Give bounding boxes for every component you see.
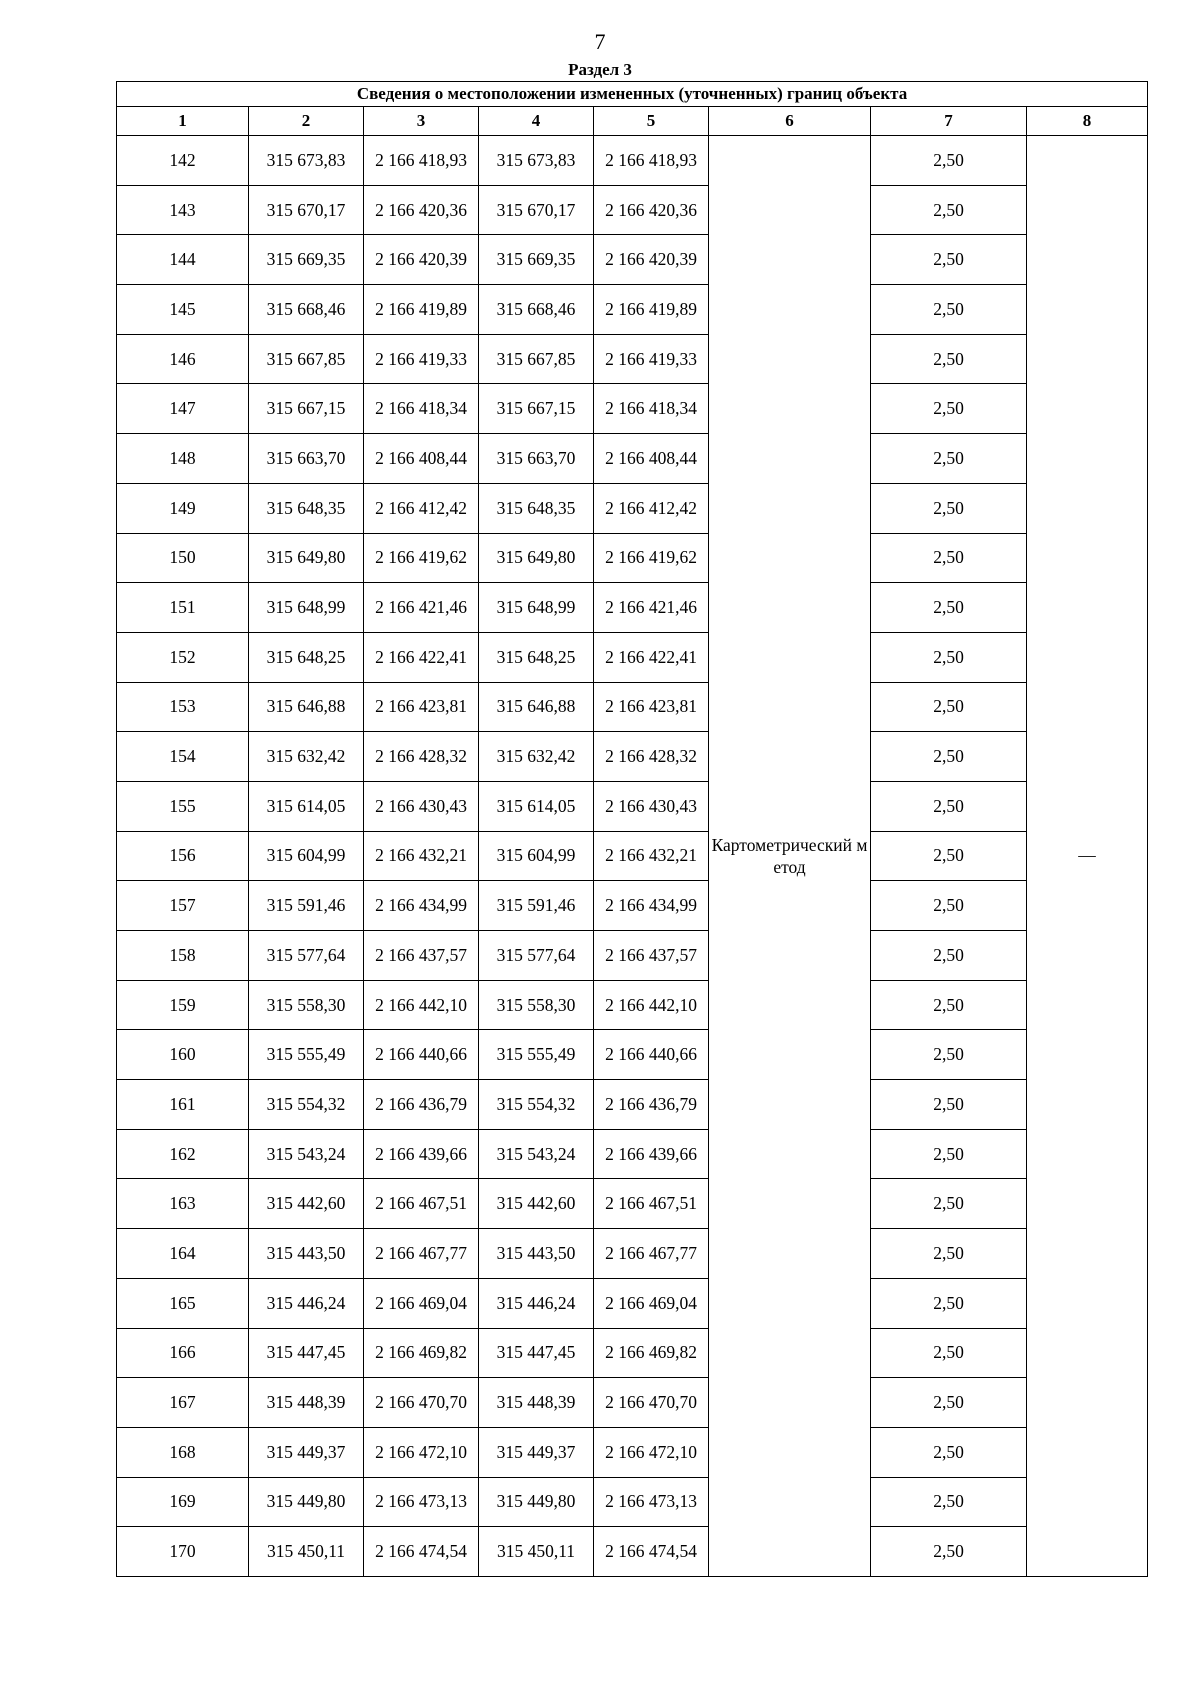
table-row (117, 235, 1148, 285)
x-new-cell: 315 648,99 (479, 583, 594, 633)
page-number: 7 (594, 29, 606, 54)
accuracy-cell: 2,50 (871, 732, 1027, 782)
y-old-cell: 2 166 442,10 (364, 980, 479, 1030)
x-old-cell: 315 670,17 (249, 185, 364, 235)
y-new-cell: 2 166 432,21 (594, 831, 709, 881)
point-number-cell: 154 (117, 732, 249, 782)
y-new-cell: 2 166 412,42 (594, 483, 709, 533)
accuracy-cell: 2,50 (871, 1527, 1027, 1577)
x-new-cell: 315 648,25 (479, 632, 594, 682)
table-row (117, 732, 1148, 782)
y-new-cell: 2 166 408,44 (594, 434, 709, 484)
x-new-cell: 315 558,30 (479, 980, 594, 1030)
point-number-cell: 169 (117, 1477, 249, 1527)
accuracy-cell: 2,50 (871, 384, 1027, 434)
accuracy-cell: 2,50 (871, 632, 1027, 682)
x-new-cell: 315 577,64 (479, 931, 594, 981)
y-new-cell: 2 166 419,62 (594, 533, 709, 583)
x-new-cell: 315 632,42 (479, 732, 594, 782)
coordinates-table (116, 81, 1148, 1577)
section-title: Раздел 3 (568, 60, 632, 79)
y-old-cell: 2 166 439,66 (364, 1129, 479, 1179)
accuracy-cell: 2,50 (871, 1427, 1027, 1477)
table-row (117, 1179, 1148, 1229)
method-cell: Картометрический метод (709, 136, 871, 1577)
point-number-cell: 168 (117, 1427, 249, 1477)
column-header-6: 6 (709, 107, 871, 136)
accuracy-cell: 2,50 (871, 1328, 1027, 1378)
accuracy-cell: 2,50 (871, 881, 1027, 931)
x-old-cell: 315 447,45 (249, 1328, 364, 1378)
x-new-cell: 315 447,45 (479, 1328, 594, 1378)
accuracy-cell: 2,50 (871, 931, 1027, 981)
x-old-cell: 315 646,88 (249, 682, 364, 732)
x-old-cell: 315 449,80 (249, 1477, 364, 1527)
accuracy-cell: 2,50 (871, 434, 1027, 484)
x-old-cell: 315 667,85 (249, 334, 364, 384)
column-header-3: 3 (364, 107, 479, 136)
point-number-cell: 151 (117, 583, 249, 633)
y-old-cell: 2 166 422,41 (364, 632, 479, 682)
y-new-cell: 2 166 422,41 (594, 632, 709, 682)
x-old-cell: 315 450,11 (249, 1527, 364, 1577)
table-row (117, 434, 1148, 484)
x-new-cell: 315 450,11 (479, 1527, 594, 1577)
y-old-cell: 2 166 418,34 (364, 384, 479, 434)
point-number-cell: 162 (117, 1129, 249, 1179)
accuracy-cell: 2,50 (871, 285, 1027, 335)
table-row (117, 1427, 1148, 1477)
y-new-cell: 2 166 442,10 (594, 980, 709, 1030)
table-row (117, 384, 1148, 434)
accuracy-cell: 2,50 (871, 1080, 1027, 1130)
point-number-cell: 143 (117, 185, 249, 235)
y-new-cell: 2 166 418,34 (594, 384, 709, 434)
y-new-cell: 2 166 470,70 (594, 1378, 709, 1428)
accuracy-cell: 2,50 (871, 136, 1027, 186)
x-new-cell: 315 554,32 (479, 1080, 594, 1130)
x-new-cell: 315 668,46 (479, 285, 594, 335)
accuracy-cell: 2,50 (871, 682, 1027, 732)
y-new-cell: 2 166 474,54 (594, 1527, 709, 1577)
x-old-cell: 315 591,46 (249, 881, 364, 931)
table-row (117, 1477, 1148, 1527)
table-row (117, 1378, 1148, 1428)
y-new-cell: 2 166 472,10 (594, 1427, 709, 1477)
y-old-cell: 2 166 440,66 (364, 1030, 479, 1080)
x-new-cell: 315 604,99 (479, 831, 594, 881)
x-old-cell: 315 648,99 (249, 583, 364, 633)
y-new-cell: 2 166 419,33 (594, 334, 709, 384)
x-old-cell: 315 554,32 (249, 1080, 364, 1130)
accuracy-cell: 2,50 (871, 1378, 1027, 1428)
x-old-cell: 315 577,64 (249, 931, 364, 981)
accuracy-cell: 2,50 (871, 1229, 1027, 1279)
table-row (117, 781, 1148, 831)
y-old-cell: 2 166 469,82 (364, 1328, 479, 1378)
x-old-cell: 315 648,35 (249, 483, 364, 533)
point-number-cell: 153 (117, 682, 249, 732)
point-number-cell: 166 (117, 1328, 249, 1378)
y-old-cell: 2 166 472,10 (364, 1427, 479, 1477)
point-number-cell: 158 (117, 931, 249, 981)
accuracy-cell: 2,50 (871, 781, 1027, 831)
y-old-cell: 2 166 470,70 (364, 1378, 479, 1428)
point-number-cell: 163 (117, 1179, 249, 1229)
table-row (117, 1527, 1148, 1577)
point-number-cell: 145 (117, 285, 249, 335)
y-old-cell: 2 166 430,43 (364, 781, 479, 831)
x-old-cell: 315 668,46 (249, 285, 364, 335)
y-old-cell: 2 166 469,04 (364, 1278, 479, 1328)
column8-cell: — (1027, 136, 1148, 1577)
x-new-cell: 315 543,24 (479, 1129, 594, 1179)
accuracy-cell: 2,50 (871, 533, 1027, 583)
x-new-cell: 315 646,88 (479, 682, 594, 732)
accuracy-cell: 2,50 (871, 1278, 1027, 1328)
table-row (117, 1129, 1148, 1179)
y-old-cell: 2 166 419,89 (364, 285, 479, 335)
x-old-cell: 315 649,80 (249, 533, 364, 583)
y-new-cell: 2 166 418,93 (594, 136, 709, 186)
table-row (117, 1328, 1148, 1378)
x-old-cell: 315 663,70 (249, 434, 364, 484)
table-row (117, 1030, 1148, 1080)
y-old-cell: 2 166 420,36 (364, 185, 479, 235)
x-new-cell: 315 648,35 (479, 483, 594, 533)
point-number-cell: 160 (117, 1030, 249, 1080)
x-old-cell: 315 673,83 (249, 136, 364, 186)
accuracy-cell: 2,50 (871, 483, 1027, 533)
x-new-cell: 315 555,49 (479, 1030, 594, 1080)
y-new-cell: 2 166 421,46 (594, 583, 709, 633)
x-new-cell: 315 667,85 (479, 334, 594, 384)
point-number-cell: 142 (117, 136, 249, 186)
x-old-cell: 315 443,50 (249, 1229, 364, 1279)
point-number-cell: 156 (117, 831, 249, 881)
y-new-cell: 2 166 467,77 (594, 1229, 709, 1279)
y-new-cell: 2 166 428,32 (594, 732, 709, 782)
table-body (117, 136, 1148, 1577)
y-old-cell: 2 166 467,51 (364, 1179, 479, 1229)
x-old-cell: 315 558,30 (249, 980, 364, 1030)
y-new-cell: 2 166 440,66 (594, 1030, 709, 1080)
accuracy-cell: 2,50 (871, 1477, 1027, 1527)
x-new-cell: 315 442,60 (479, 1179, 594, 1229)
table-row (117, 1278, 1148, 1328)
table-row (117, 980, 1148, 1030)
x-new-cell: 315 669,35 (479, 235, 594, 285)
y-new-cell: 2 166 430,43 (594, 781, 709, 831)
column-header-2: 2 (249, 107, 364, 136)
x-old-cell: 315 543,24 (249, 1129, 364, 1179)
x-new-cell: 315 443,50 (479, 1229, 594, 1279)
y-old-cell: 2 166 428,32 (364, 732, 479, 782)
accuracy-cell: 2,50 (871, 1129, 1027, 1179)
accuracy-cell: 2,50 (871, 583, 1027, 633)
accuracy-cell: 2,50 (871, 235, 1027, 285)
y-new-cell: 2 166 437,57 (594, 931, 709, 981)
table-row (117, 1229, 1148, 1279)
y-old-cell: 2 166 420,39 (364, 235, 479, 285)
accuracy-cell: 2,50 (871, 1030, 1027, 1080)
x-old-cell: 315 614,05 (249, 781, 364, 831)
table-row (117, 583, 1148, 633)
y-old-cell: 2 166 421,46 (364, 583, 479, 633)
column-header-1: 1 (117, 107, 249, 136)
accuracy-cell: 2,50 (871, 831, 1027, 881)
x-new-cell: 315 448,39 (479, 1378, 594, 1428)
y-old-cell: 2 166 423,81 (364, 682, 479, 732)
column-header-7: 7 (871, 107, 1027, 136)
x-new-cell: 315 649,80 (479, 533, 594, 583)
y-old-cell: 2 166 474,54 (364, 1527, 479, 1577)
table-row (117, 136, 1148, 186)
y-old-cell: 2 166 432,21 (364, 831, 479, 881)
x-old-cell: 315 669,35 (249, 235, 364, 285)
table-title: Сведения о местоположении измененных (уточненных) границ объекта (117, 82, 1148, 107)
x-old-cell: 315 446,24 (249, 1278, 364, 1328)
accuracy-cell: 2,50 (871, 980, 1027, 1030)
x-new-cell: 315 673,83 (479, 136, 594, 186)
point-number-cell: 152 (117, 632, 249, 682)
y-old-cell: 2 166 473,13 (364, 1477, 479, 1527)
x-new-cell: 315 670,17 (479, 185, 594, 235)
y-new-cell: 2 166 469,04 (594, 1278, 709, 1328)
x-old-cell: 315 449,37 (249, 1427, 364, 1477)
x-new-cell: 315 446,24 (479, 1278, 594, 1328)
table-row (117, 931, 1148, 981)
column-header-8: 8 (1027, 107, 1148, 136)
y-old-cell: 2 166 436,79 (364, 1080, 479, 1130)
x-new-cell: 315 449,37 (479, 1427, 594, 1477)
table-row (117, 185, 1148, 235)
y-new-cell: 2 166 423,81 (594, 682, 709, 732)
point-number-cell: 159 (117, 980, 249, 1030)
table-row (117, 881, 1148, 931)
point-number-cell: 164 (117, 1229, 249, 1279)
x-old-cell: 315 632,42 (249, 732, 364, 782)
x-old-cell: 315 648,25 (249, 632, 364, 682)
accuracy-cell: 2,50 (871, 185, 1027, 235)
column-header-4: 4 (479, 107, 594, 136)
y-new-cell: 2 166 436,79 (594, 1080, 709, 1130)
table-row (117, 831, 1148, 881)
point-number-cell: 155 (117, 781, 249, 831)
accuracy-cell: 2,50 (871, 1179, 1027, 1229)
y-new-cell: 2 166 420,39 (594, 235, 709, 285)
table-row (117, 483, 1148, 533)
x-new-cell: 315 614,05 (479, 781, 594, 831)
y-new-cell: 2 166 439,66 (594, 1129, 709, 1179)
y-old-cell: 2 166 467,77 (364, 1229, 479, 1279)
y-new-cell: 2 166 467,51 (594, 1179, 709, 1229)
y-old-cell: 2 166 419,33 (364, 334, 479, 384)
x-old-cell: 315 442,60 (249, 1179, 364, 1229)
table-row (117, 334, 1148, 384)
point-number-cell: 157 (117, 881, 249, 931)
y-new-cell: 2 166 473,13 (594, 1477, 709, 1527)
x-old-cell: 315 604,99 (249, 831, 364, 881)
y-new-cell: 2 166 419,89 (594, 285, 709, 335)
point-number-cell: 148 (117, 434, 249, 484)
point-number-cell: 161 (117, 1080, 249, 1130)
point-number-cell: 149 (117, 483, 249, 533)
table-row (117, 682, 1148, 732)
y-old-cell: 2 166 408,44 (364, 434, 479, 484)
x-new-cell: 315 449,80 (479, 1477, 594, 1527)
x-old-cell: 315 555,49 (249, 1030, 364, 1080)
x-old-cell: 315 667,15 (249, 384, 364, 434)
table-row (117, 1080, 1148, 1130)
point-number-cell: 147 (117, 384, 249, 434)
x-old-cell: 315 448,39 (249, 1378, 364, 1428)
y-new-cell: 2 166 420,36 (594, 185, 709, 235)
table-row (117, 632, 1148, 682)
point-number-cell: 146 (117, 334, 249, 384)
table-row (117, 533, 1148, 583)
y-old-cell: 2 166 419,62 (364, 533, 479, 583)
point-number-cell: 170 (117, 1527, 249, 1577)
table-row (117, 285, 1148, 335)
y-new-cell: 2 166 469,82 (594, 1328, 709, 1378)
column-header-5: 5 (594, 107, 709, 136)
y-old-cell: 2 166 418,93 (364, 136, 479, 186)
x-new-cell: 315 663,70 (479, 434, 594, 484)
y-old-cell: 2 166 434,99 (364, 881, 479, 931)
point-number-cell: 150 (117, 533, 249, 583)
x-new-cell: 315 667,15 (479, 384, 594, 434)
accuracy-cell: 2,50 (871, 334, 1027, 384)
point-number-cell: 144 (117, 235, 249, 285)
point-number-cell: 165 (117, 1278, 249, 1328)
point-number-cell: 167 (117, 1378, 249, 1428)
y-old-cell: 2 166 412,42 (364, 483, 479, 533)
x-new-cell: 315 591,46 (479, 881, 594, 931)
y-new-cell: 2 166 434,99 (594, 881, 709, 931)
y-old-cell: 2 166 437,57 (364, 931, 479, 981)
